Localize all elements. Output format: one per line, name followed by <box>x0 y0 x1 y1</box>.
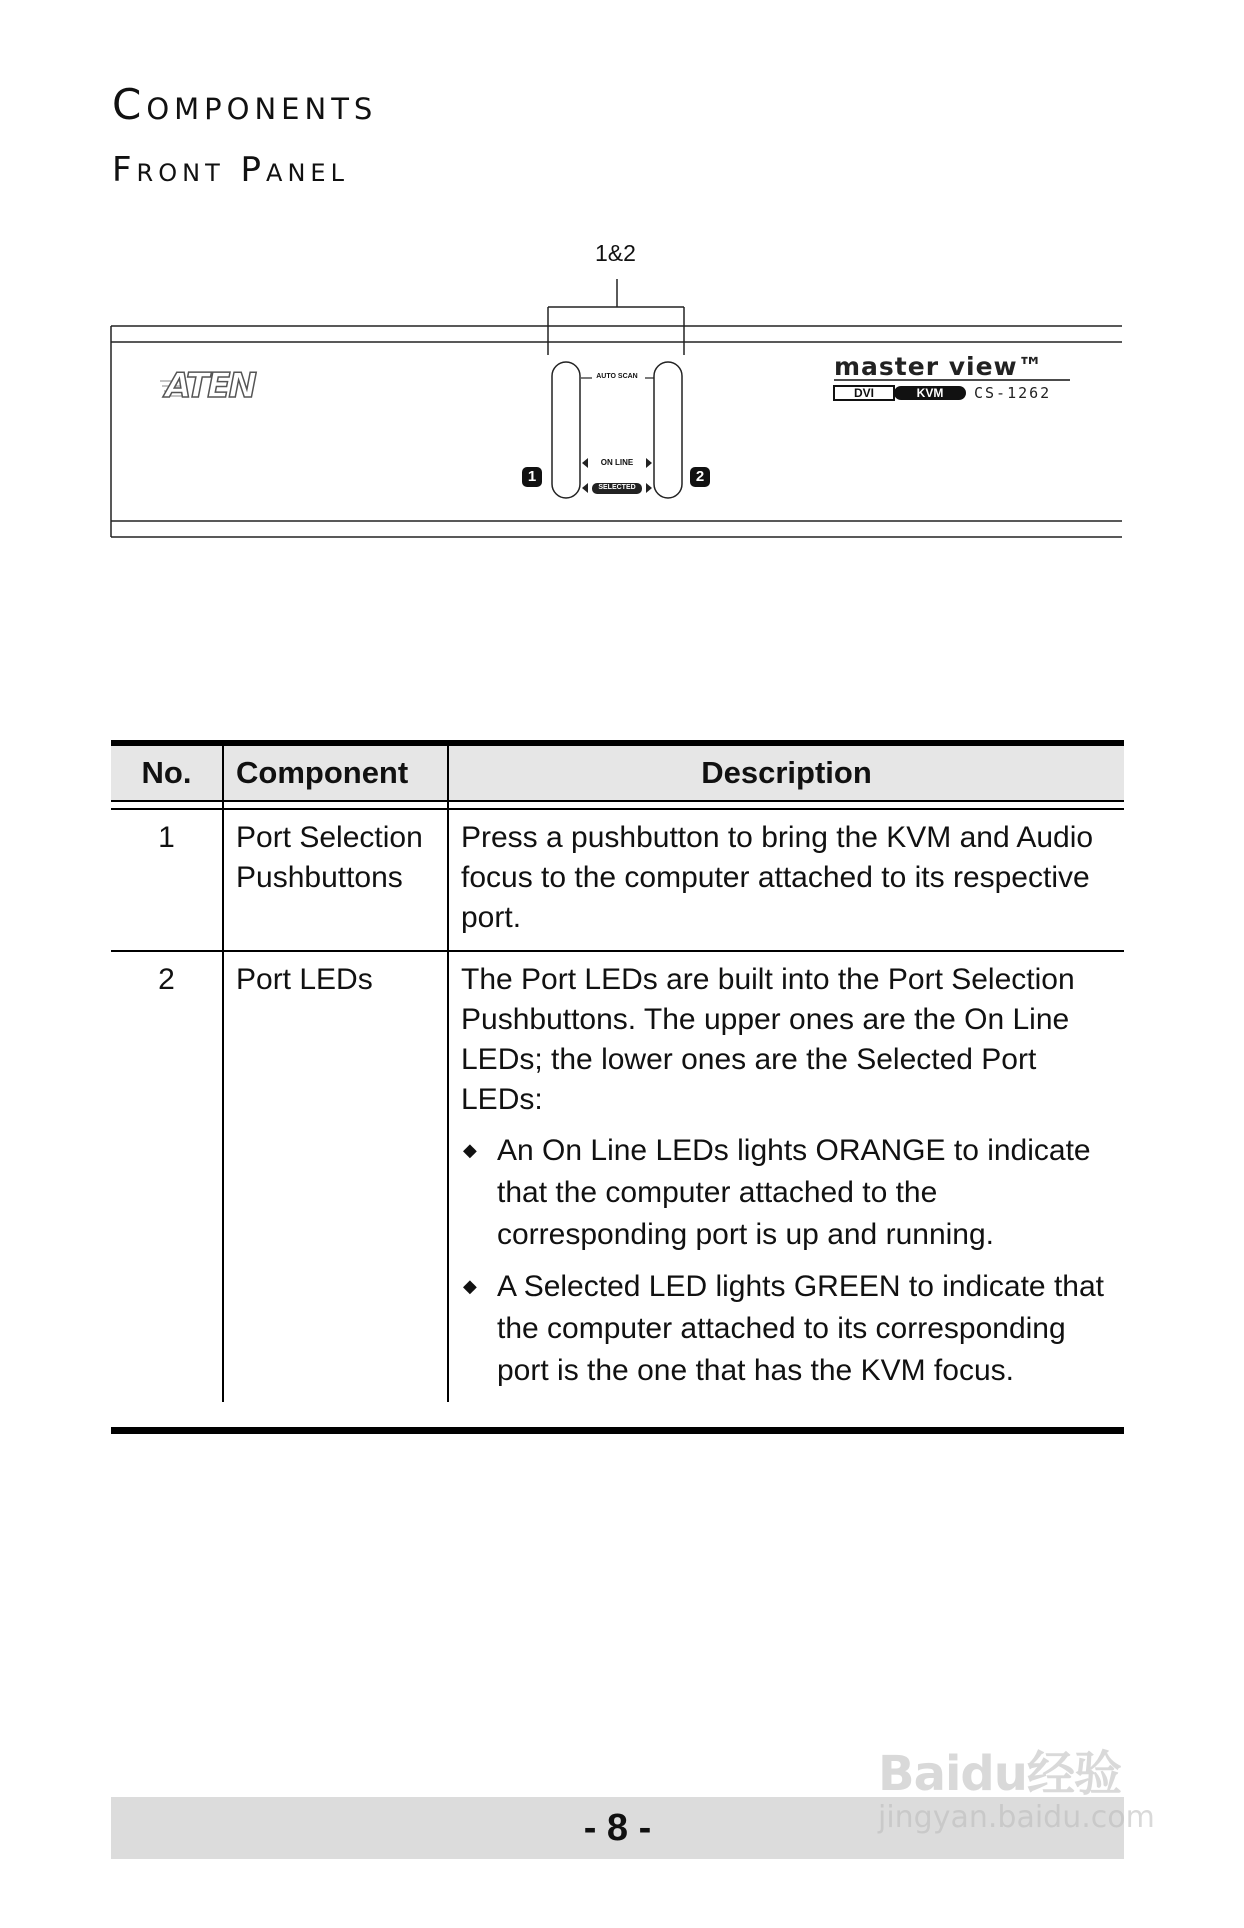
callout-bracket <box>548 279 684 355</box>
description-text: The Port LEDs are built into the Port Selection Pushbuttons. The upper ones are the On Line LEDs; the lower ones are the Selected Port LEDs: <box>461 963 1075 1116</box>
port-1-button <box>552 362 580 498</box>
table-header-rule <box>111 802 1124 810</box>
bullet-item <box>461 1130 1124 1256</box>
cell-description: Press a pushbutton to bring the KVM and Audio focus to the computer attached to its respective port. <box>461 821 1094 934</box>
selected-right-arrow-icon <box>646 483 652 493</box>
diamond-bullet-icon: ◆ <box>463 1276 477 1296</box>
diamond-bullet-icon: ◆ <box>463 1140 477 1160</box>
on-line-right-arrow-icon <box>646 458 652 468</box>
table-row <box>111 952 1124 1402</box>
selected-label: SELECTED <box>598 484 636 491</box>
baidu-watermark <box>878 1735 1155 1835</box>
port-2-button <box>654 362 682 498</box>
front-panel-diagram <box>0 0 1244 560</box>
bullet-text: A Selected LED lights GREEN to indicate that the computer attached to its corresponding port is the one that has the KVM focus. <box>497 1270 1104 1387</box>
page-number: - 8 - <box>583 1806 652 1849</box>
header-description: Description <box>701 755 872 790</box>
diagram-callout-label: 1&2 <box>595 240 636 266</box>
components-table <box>111 740 1124 1402</box>
product-line-logo: master view™ <box>834 352 1044 381</box>
bullet-text: An On Line LEDs lights ORANGE to indicate that the computer attached to the corresponding port is up and running. <box>497 1134 1091 1251</box>
cell-component: Port LEDs <box>224 952 449 1402</box>
table-bottom-rule <box>111 1427 1124 1434</box>
page-heading: Components <box>112 80 378 129</box>
header-no: No. <box>111 746 224 800</box>
section-heading: Front Panel <box>112 150 349 190</box>
header-component: Component <box>224 746 449 800</box>
watermark-url: jingyan.baidu.com <box>878 1800 1155 1835</box>
watermark-text: Baidu经验 <box>878 1746 1121 1802</box>
aten-logo: ATEN <box>165 366 255 406</box>
on-line-label: ON LINE <box>600 458 634 467</box>
selected-left-arrow-icon <box>582 483 588 493</box>
table-row <box>111 810 1124 952</box>
cell-no: 2 <box>111 952 224 1402</box>
cell-component: Port Selection Pushbuttons <box>224 810 449 950</box>
port-1-number: 1 <box>527 468 537 485</box>
dvi-badge: DVI <box>853 386 874 400</box>
port-2-number: 2 <box>695 468 705 485</box>
table-header-row <box>111 746 1124 802</box>
on-line-left-arrow-icon <box>582 458 588 468</box>
bullet-item <box>461 1266 1124 1392</box>
kvm-badge: KVM <box>916 386 944 400</box>
auto-scan-label: AUTO SCAN <box>596 373 638 380</box>
model-label: CS-1262 <box>974 384 1052 402</box>
cell-description <box>449 952 1124 1402</box>
cell-no: 1 <box>111 810 224 950</box>
